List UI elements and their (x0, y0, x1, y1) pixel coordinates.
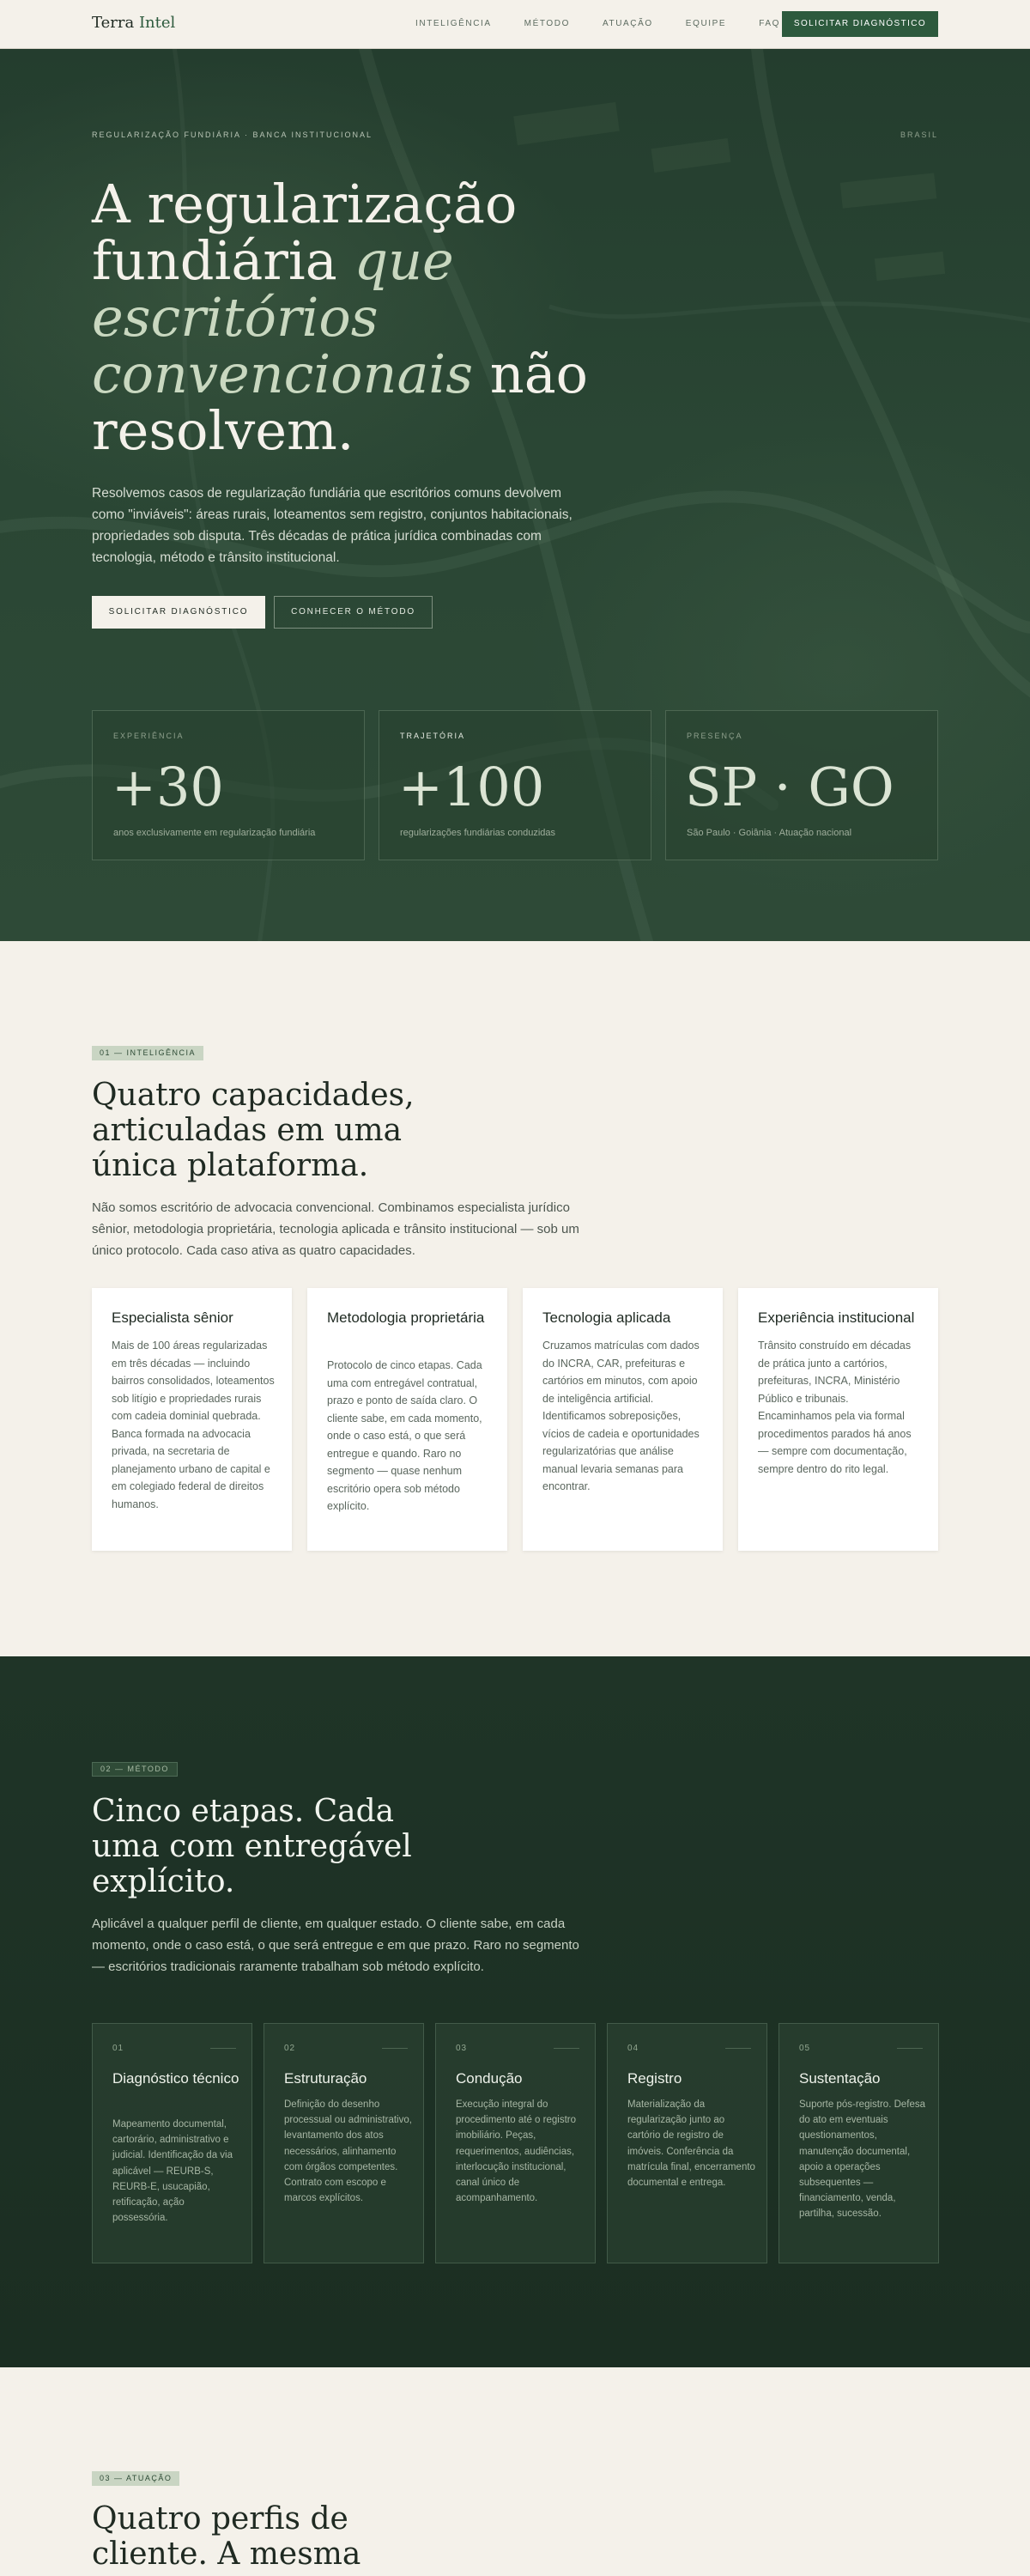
section-tag-practice: 03 — ATUAÇÃO (92, 2471, 179, 2486)
stat-caption: regularizações fundiárias conduzidas (400, 828, 555, 838)
hero-title-part-1: A regularização fundiária (92, 173, 518, 292)
hero-title-part-2: não resolvem. (92, 343, 588, 462)
nav-link-atuacao[interactable]: ATUAÇÃO (602, 19, 653, 28)
method-title: Cinco etapas. Cada uma com entregável explícito. (92, 1794, 412, 1899)
hero-title (92, 173, 641, 462)
capability-body: Protocolo de cinco etapas. Cada uma com entregável contratual, prazo e ponto de saída claro. O cliente sabe, em cada momento, onde o caso está, o que será entregue e quando. Raro no segmento — quase nenhum escritório opera sob método explícito. (327, 1359, 482, 1512)
stat-card-experience (92, 710, 365, 860)
stat-value: SP · GO (685, 756, 894, 818)
stat-card-trajectory (379, 710, 651, 860)
stat-label: EXPERIÊNCIA (113, 732, 185, 740)
step-body: Mapeamento documental, cartorário, administrativo e judicial. Identificação da via aplicável — REURB-S, REURB-E, usucapião, retificação, ação possessória. (112, 2119, 233, 2224)
capability-title: Tecnologia aplicada (542, 1309, 671, 1326)
step-title: Registro (627, 2070, 682, 2087)
hero-lead: Resolvemos casos de regularização fundiária que escritórios comuns devolvem como "inviáveis": áreas rurais, loteamentos sem registro, conjuntos habitacionais, propriedades sob disputa. Três décadas de prática jurídica combinadas com tecnologia, método e trânsito institucional. (92, 486, 573, 565)
step-divider (725, 2048, 751, 2049)
method-step-1 (92, 2023, 252, 2263)
step-title: Sustentação (799, 2070, 881, 2087)
method-lead: Aplicável a qualquer perfil de cliente, em qualquer estado. O cliente sabe, em cada momento, onde o caso está, o que será entregue e em que prazo. Raro no segmento — escritórios tradicionais raramente trabalham sob método explícito. (92, 1917, 579, 1974)
step-body: Materialização da regularização junto ao cartório de registro de imóveis. Conferência da matrícula final, encerramento documental e entrega. (627, 2099, 755, 2189)
intelligence-lead: Não somos escritório de advocacia convencional. Combinamos especialista jurídico sênior, metodologia proprietária, tecnologia aplicada e trânsito institucional — sob um único protocolo. Cada caso ativa as quatro capacidades. (92, 1200, 579, 1258)
nav-link-metodo[interactable]: MÉTODO (524, 19, 570, 28)
step-body: Definição do desenho processual ou administrativo, levantamento dos atos necessários, alinhamento com órgãos competentes. Contrato com escopo e marcos explícitos. (284, 2099, 412, 2204)
capability-card-institutional (738, 1288, 938, 1551)
intelligence-title: Quatro capacidades, articuladas em uma única plataforma. (92, 1078, 415, 1183)
capability-title: Metodologia proprietária (327, 1309, 485, 1326)
top-nav (0, 0, 1030, 49)
step-divider (210, 2048, 236, 2049)
stat-card-presence (665, 710, 938, 860)
hero-diagnostic-button[interactable]: SOLICITAR DIAGNÓSTICO (92, 596, 265, 629)
nav-link-inteligencia[interactable]: INTELIGÊNCIA (415, 19, 492, 28)
capability-card-technology (523, 1288, 723, 1551)
method-step-2 (264, 2023, 424, 2263)
hero-method-button[interactable]: CONHECER O MÉTODO (274, 596, 433, 629)
step-divider (382, 2048, 408, 2049)
step-number: 03 (456, 2044, 468, 2053)
method-step-5 (779, 2023, 939, 2263)
nav-link-faq[interactable]: FAQ (759, 19, 780, 28)
capability-body: Trânsito construído em décadas de prática junto a cartórios, prefeituras, INCRA, Ministério Público e tribunais. Encaminhamos pela via formal procedimentos parados há anos — sempre com documentação, sempre dentro do rito legal. (758, 1340, 912, 1475)
capability-card-methodology (307, 1288, 507, 1551)
method-section (0, 1656, 1030, 2367)
step-number: 01 (112, 2044, 124, 2053)
step-title: Condução (456, 2070, 523, 2087)
hero-section (0, 49, 1030, 941)
stat-value: +100 (398, 756, 545, 818)
logo-word-intel: Intel (138, 14, 176, 32)
nav-link-equipe[interactable]: EQUIPE (685, 19, 727, 28)
nav-cta-button[interactable]: SOLICITAR DIAGNÓSTICO (782, 11, 938, 37)
capability-title: Experiência institucional (758, 1309, 915, 1326)
logo-word-terra: Terra (92, 14, 135, 32)
logo[interactable] (92, 14, 175, 32)
step-body: Suporte pós-registro. Defesa do ato em eventuais questionamentos, manutenção documental, apoio a operações subsequentes — financiamento, venda, partilha, sucessão. (799, 2099, 926, 2220)
step-divider (554, 2048, 579, 2049)
method-step-4 (607, 2023, 767, 2263)
section-tag-intelligence: 01 — INTELIGÊNCIA (92, 1046, 203, 1060)
hero-region-label: BRASIL (900, 131, 938, 139)
step-number: 05 (799, 2044, 811, 2053)
step-divider (897, 2048, 923, 2049)
method-step-3 (435, 2023, 596, 2263)
hero-kicker: REGULARIZAÇÃO FUNDIÁRIA · BANCA INSTITUCIONAL (92, 131, 373, 139)
step-number: 04 (627, 2044, 639, 2053)
capability-card-senior (92, 1288, 292, 1551)
stat-caption: anos exclusivamente em regularização fundiária (113, 828, 316, 838)
section-tag-method: 02 — MÉTODO (92, 1762, 178, 1777)
capability-body: Mais de 100 áreas regularizadas em três décadas — incluindo bairros consolidados, loteamentos sob litígio e propriedades rurais com cadeia dominial quebrada. Banca formada na advocacia privada, na secretaria de planejamento urbano de capital e em colegiado federal de direitos humanos. (112, 1340, 275, 1510)
hero-title-emphasis: que escritórios convencionais (92, 229, 474, 405)
step-title: Diagnóstico técnico (112, 2070, 239, 2087)
nav-links (415, 19, 813, 28)
stat-value: +30 (112, 756, 224, 818)
step-title: Estruturação (284, 2070, 367, 2087)
step-body: Execução integral do procedimento até o registro imobiliário. Peças, requerimentos, audiências, interlocução institucional, canal único de acompanhamento. (456, 2099, 576, 2204)
step-number: 02 (284, 2044, 296, 2053)
stat-label: TRAJETÓRIA (400, 732, 466, 740)
capability-title: Especialista sênior (112, 1309, 233, 1326)
capability-body: Cruzamos matrículas com dados do INCRA, CAR, prefeituras e cartórios em minutos, com apoio de inteligência artificial. Identificamos sobreposições, vícios de cadeia e oportunidades regularizatórias que análise manual levaria semanas para encontrar. (542, 1340, 700, 1492)
stat-label: PRESENÇA (687, 732, 743, 740)
practice-title: Quatro perfis de cliente. A mesma (92, 2501, 361, 2572)
stat-caption: São Paulo · Goiânia · Atuação nacional (687, 828, 852, 838)
